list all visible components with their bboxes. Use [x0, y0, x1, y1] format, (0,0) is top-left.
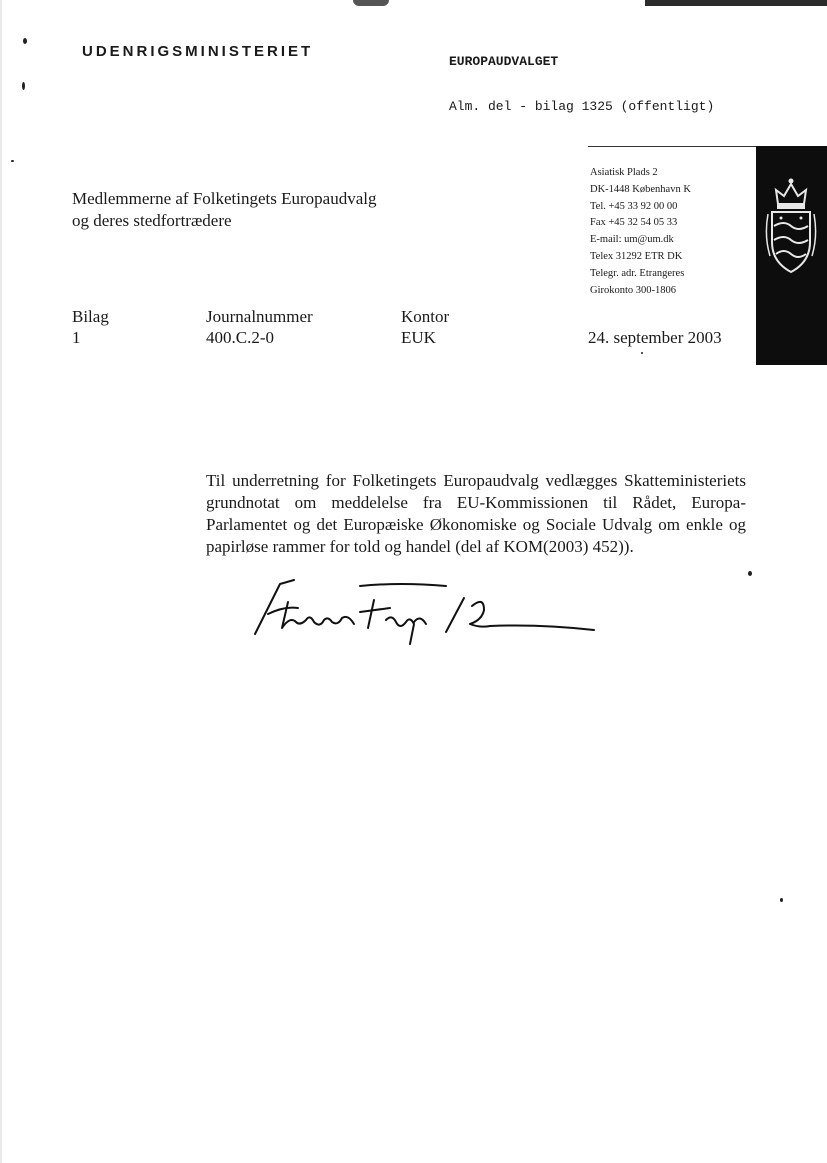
royal-crest-icon	[764, 176, 818, 276]
kontor-label: Kontor	[401, 307, 450, 326]
scan-edge	[0, 0, 2, 1163]
ministry-address	[590, 165, 691, 299]
address-fax: Fax +45 32 54 05 33	[590, 217, 678, 229]
scan-mark	[353, 0, 389, 6]
address-telex: Telex 31292 ETR DK	[590, 250, 683, 262]
ministry-name: UDENRIGSMINISTERIET	[82, 43, 314, 60]
address-email: E-mail: um@um.dk	[590, 234, 674, 246]
stamp-reference: Alm. del - bilag 1325 (offentligt)	[449, 99, 715, 114]
journal-label: Journalnummer	[206, 307, 313, 326]
address-telegram: Telegr. adr. Etrangeres	[590, 267, 685, 279]
address-giro: Girokonto 300-1806	[590, 284, 677, 296]
handwritten-signature	[250, 576, 600, 646]
address-street: Asiatisk Plads 2	[590, 167, 658, 178]
scan-speck	[22, 82, 25, 90]
address-city: DK-1448 København K	[590, 183, 691, 195]
address-phone: Tel. +45 33 92 00 00	[590, 200, 678, 212]
archive-stamp	[449, 24, 714, 129]
recipient-line-2: og deres stedfortrædere	[72, 211, 232, 230]
letter-body: Til underretning for Folketingets Europaudvalg vedlægges Skatteministeriets grundnotat om meddelelse fra EU-Kommissionen til Rådet, Europa-Parlamentet og det Europæiske Økonomiske og Sociale Udvalg om enkle og papirløse rammer for told og handel (del af KOM(2003) 452)).	[206, 471, 746, 556]
scan-speck	[11, 160, 14, 162]
journal-value: 400.C.2-0	[206, 328, 274, 347]
scan-speck	[23, 38, 27, 44]
bilag-value: 1	[72, 328, 81, 347]
scan-speck	[641, 352, 643, 354]
kontor-value: EUK	[401, 328, 436, 347]
recipient-line-1: Medlemmerne af Folketingets Europaudvalg	[72, 189, 377, 208]
recipient-block	[72, 188, 377, 232]
bilag-label: Bilag	[72, 307, 109, 326]
address-divider	[588, 146, 756, 147]
letter-date: 24. september 2003	[588, 328, 722, 347]
scan-speck	[748, 571, 752, 576]
stamp-committee: EUROPAUDVALGET	[449, 54, 559, 69]
scan-speck	[780, 898, 783, 902]
scan-top-bar	[645, 0, 827, 6]
